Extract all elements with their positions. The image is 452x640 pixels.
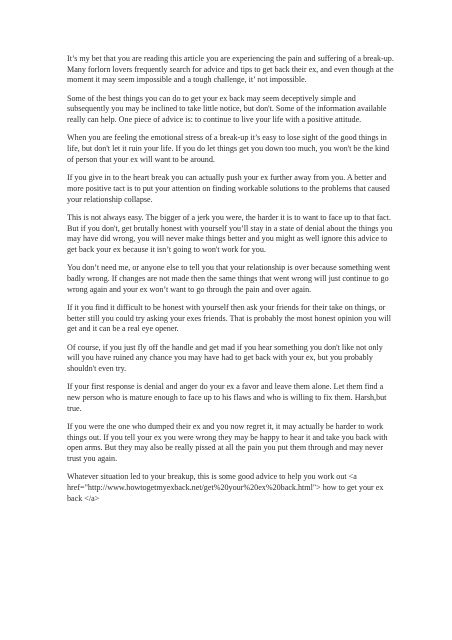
paragraph: Whatever situation led to your breakup, this is some good advice to help you work out <a href="http://www.howtogetmyexback.net/get%20your%20ex%20back.html"> how to get your ex back </a> [67,472,384,503]
paragraph: If you were the one who dumped their ex and you now regret it, it may actually be harder to work things out. If you tell your ex you were wrong they may be happy to hear it and take you back with open arms. But they may also be really pissed at all the pain you put them through and may never trust you again. [67,422,388,464]
paragraph: It’s my bet that you are reading this article you are experiencing the pain and suffering of a break-up. Many forlorn lovers frequently search for advice and tips to get back their ex, and even though at the moment it may seem impossible and a tough challenge, it’ not impossible. [67,54,394,85]
paragraph: If you give in to the heart break you can actually push your ex further away from you. A better and more positive tact is to put your attention on finding workable solutions to the problems that caused your relationship collapse. [67,173,390,204]
paragraph: Of course, if you just fly off the handle and get mad if you hear something you don't like not only will you have ruined any chance you may have had to get back with your ex, but you probably shouldn't even try. [67,342,383,374]
paragraph: If it you find it difficult to be honest with yourself then ask your friends for their take on things, or better still you could try asking your exes friends. That is probably the most honest opinion you will get and it can be a real eye opener. [67,302,392,334]
paragraph: You don’t need me, or anyone else to tell you that your relationship is over because something went badly wrong. If changes are not made then the same things that went wrong will just continue to go wrong again and your ex won’t want to go through the pain and over again. [67,263,391,294]
article-body [67,54,395,512]
paragraph: If your first response is denial and anger do your ex a favor and leave them alone. Let them find a new person who is mature enough to face up to his flaws and who is willing to fix them. Harsh,but true. [67,382,387,413]
paragraph: Some of the best things you can do to get your ex back may seem deceptively simple and subsequently you may be inclined to take little notice, but don't. Some of the information available really can help. One piece of advice is: to continue to live your life with a positive attitude. [67,93,387,125]
paragraph: This is not always easy. The bigger of a jerk you were, the harder it is to want to face up to that fact. But if you don't, get brutally honest with yourself you’ll stay in a state of denial about the things you may have did wrong, you will never make things better and you might as well ignore this advice to get back your ex because it isn’t going to won't work for you. [67,212,393,254]
paragraph: When you are feeling the emotional stress of a break-up it’s easy to lose sight of the good things in life, but don't let it ruin your life. If you do let things get you down too much, you won't be the kind of person that your ex will want to be around. [67,133,390,164]
